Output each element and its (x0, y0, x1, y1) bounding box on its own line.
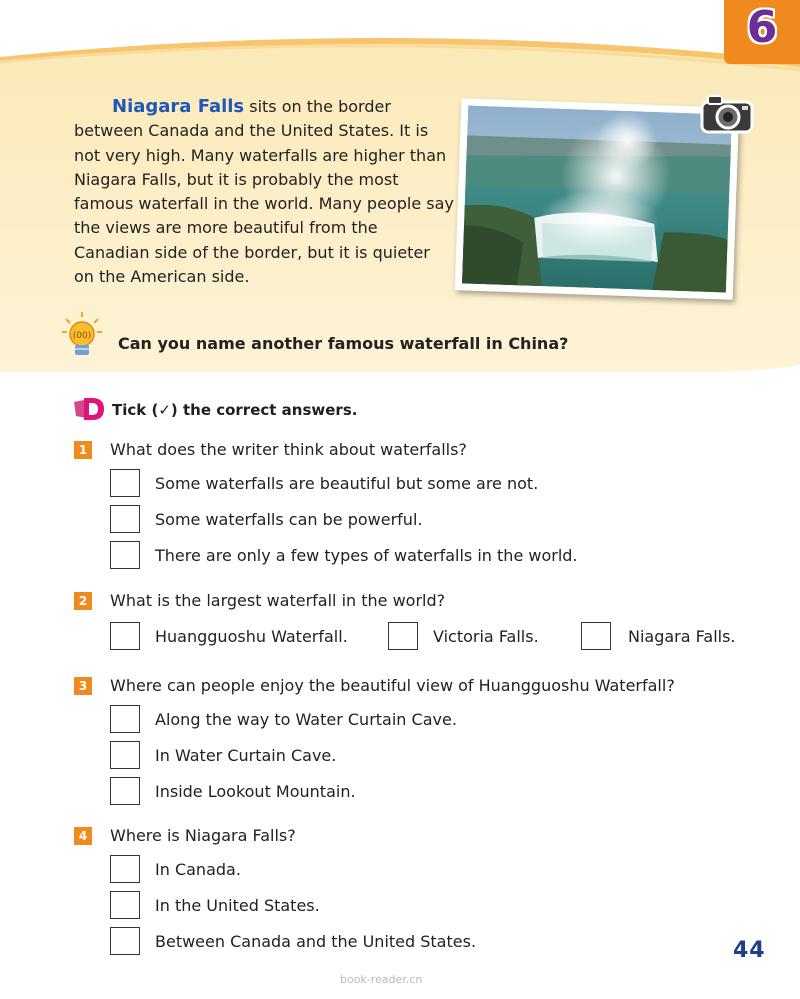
question-text: What does the writer think about waterfalls? (110, 440, 467, 459)
question-number: 2 (74, 592, 92, 610)
answer-option: In Canada. (155, 860, 241, 879)
section-d-icon (72, 396, 106, 422)
lightbulb-icon (60, 310, 104, 360)
answer-option: Niagara Falls. (628, 627, 736, 646)
answer-checkbox[interactable] (110, 505, 140, 533)
unit-badge (724, 0, 800, 64)
instruction-text: Tick (✓) the correct answers. (112, 401, 358, 419)
passage-body: sits on the border between Canada and the United States. It is not very high. Many waterfalls are higher than Niagara Falls, but it is probably the most famous waterfall in the world. Many people say the views are more beautiful from the Canadian side of the border, but it is quieter on the American side. (74, 97, 454, 287)
reading-passage (74, 95, 454, 289)
answer-checkbox[interactable] (581, 622, 611, 650)
answer-checkbox[interactable] (110, 777, 140, 805)
passage-title: Niagara Falls (112, 96, 245, 117)
watermark-text: book-reader.cn (340, 973, 423, 986)
answer-checkbox[interactable] (110, 541, 140, 569)
answer-checkbox[interactable] (110, 741, 140, 769)
answer-option: Inside Lookout Mountain. (155, 782, 356, 801)
page-number: 44 (733, 938, 766, 963)
answer-checkbox[interactable] (110, 469, 140, 497)
question-text: Where is Niagara Falls? (110, 826, 296, 845)
answer-checkbox[interactable] (388, 622, 418, 650)
svg-text:(00): (00) (72, 331, 92, 341)
question-number: 1 (74, 441, 92, 459)
answer-checkbox[interactable] (110, 622, 140, 650)
waterfall-image (462, 105, 732, 292)
question-number: 3 (74, 677, 92, 695)
answer-option: Between Canada and the United States. (155, 932, 477, 951)
answer-option: Some waterfalls are beautiful but some are not. (155, 474, 539, 493)
answer-checkbox[interactable] (110, 927, 140, 955)
question-text: Where can people enjoy the beautiful view of Huangguoshu Waterfall? (110, 676, 675, 695)
answer-option: Victoria Falls. (433, 627, 539, 646)
answer-option: Along the way to Water Curtain Cave. (155, 710, 457, 729)
answer-option: Some waterfalls can be powerful. (155, 510, 423, 529)
answer-option: In Water Curtain Cave. (155, 746, 337, 765)
question-number: 4 (74, 827, 92, 845)
waterfall-photo (455, 98, 740, 300)
answer-option: Huangguoshu Waterfall. (155, 627, 348, 646)
answer-checkbox[interactable] (110, 855, 140, 883)
answer-option: There are only a few types of waterfalls in the world. (155, 546, 578, 565)
camera-icon (698, 92, 756, 136)
unit-number: 6 (746, 2, 778, 53)
answer-checkbox[interactable] (110, 891, 140, 919)
think-question: Can you name another famous waterfall in China? (118, 334, 569, 353)
question-text: What is the largest waterfall in the world? (110, 591, 446, 610)
answer-checkbox[interactable] (110, 705, 140, 733)
answer-option: In the United States. (155, 896, 320, 915)
